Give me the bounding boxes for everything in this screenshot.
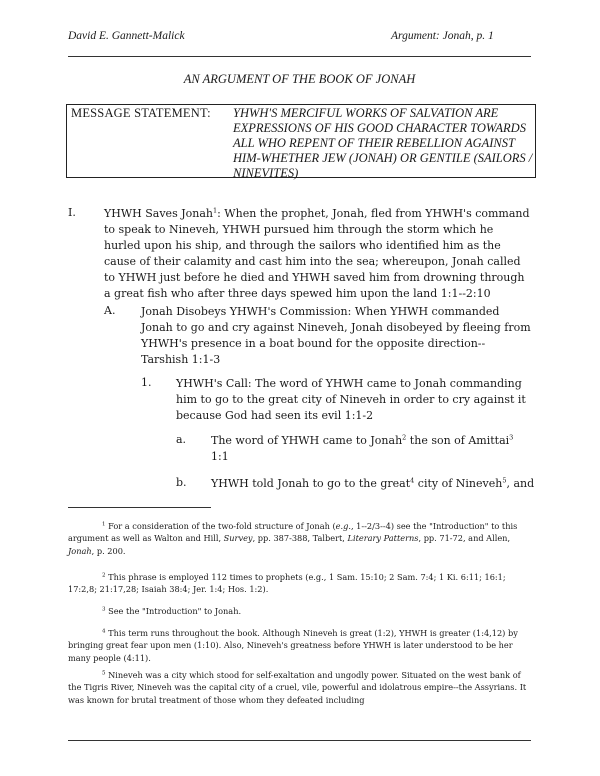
footnote-ref-3: 3 (509, 433, 514, 442)
footnote-2-text: This phrase is employed 112 times to prophets (e.g., 1 Sam. 15:10; 2 Sam. 7:4; 1 Ki. 6:11; 16:1; 17:2,8; 21:17,28; Isaiah 38:4; Jer. 1:4; Hos. 1:2). (68, 572, 506, 595)
footnote-1-text-a: For a consideration of the two-fold structure of Jonah ( (105, 521, 336, 531)
footnote-4-number: 4 (102, 628, 106, 635)
outline-a-text-2: the son of Amittai (406, 434, 510, 447)
footnote-1-text-e: , p. 200. (91, 545, 126, 556)
outline-point-1: YHWH's Call: The word of YHWH came to Jonah commanding him to go to the great city of Nineveh in order to cry against it because God had seen its evil 1:1-2 (176, 377, 526, 422)
outline-number-a: a. (176, 433, 187, 446)
outline-point-b (211, 476, 541, 492)
footnote-5 (68, 669, 531, 706)
outline-point-A: Jonah Disobeys YHWH's Commission: When YHWH commanded Jonah to go and cry against Nineveh, Jonah disobeyed by fleeing from YHWH's presence in a boat bound for the opposite direction--Tarshish 1:1-3 (141, 305, 531, 366)
footnote-ref-4: 4 (410, 476, 415, 485)
message-statement-label: MESSAGE STATEMENT: (71, 106, 211, 120)
footnote-1 (68, 520, 531, 557)
outline-b-text-1: YHWH told Jonah to go to the great (211, 477, 411, 490)
footnote-3 (68, 605, 531, 617)
footnote-1-text-c: , pp. 387-388, Talbert, (252, 533, 348, 544)
outline-b-text-3: , and (506, 477, 535, 490)
outline-number-I: I. (68, 206, 76, 219)
footnote-ref-5: 5 (502, 476, 507, 485)
outline-b-text-2: city of Nineveh (414, 477, 503, 490)
footnote-2-number: 2 (102, 572, 106, 579)
footnote-5-text: Nineveh was a city which stood for self-exaltation and ungodly power. Situated on the west bank of the Tigris River, Nineveh was the capital city of a cruel, vile, powerful and idolatrous empire--the Assyrians. It was known for brutal treatment of those whom they defeated including (68, 670, 527, 705)
footnote-1-text-b: , 1--2/3--4) see the "Introduction" to this argument as well as Walton and Hill, (68, 521, 518, 544)
footnote-ref-2: 2 (402, 433, 407, 442)
header-rule (68, 56, 531, 57)
footnote-1-text-d: , pp. 71-72, and Allen, (418, 533, 511, 544)
message-statement-box (66, 104, 536, 178)
footnote-4-text: This term runs throughout the book. Although Nineveh is great (1:2), YHWH is greater (1:4,12) by bringing great fear upon men (1:10). Also, Nineveh's greatness before YHWH is later understood to be her many people (4:11). (68, 628, 518, 663)
outline-point-a (211, 433, 532, 465)
document-title: AN ARGUMENT OF THE BOOK OF JONAH (183, 72, 416, 86)
footnote-3-number: 3 (102, 606, 106, 613)
footnote-3-text: See the "Introduction" to Jonah. (105, 606, 242, 616)
outline-a-text-3: 1:1 (211, 450, 229, 463)
outline-number-A: A. (104, 304, 116, 317)
outline-number-1: 1. (141, 376, 152, 389)
footnote-5-number: 5 (102, 670, 106, 677)
footer-rule (68, 740, 531, 741)
footnote-ref-1: 1 (212, 206, 218, 215)
footnote-1-number: 1 (102, 521, 106, 528)
outline-a-text-1: The word of YHWH came to Jonah (211, 434, 403, 447)
footnote-2 (68, 571, 531, 596)
message-statement-text: YHWH'S MERCIFUL WORKS OF SALVATION ARE EXPRESSIONS OF HIS GOOD CHARACTER TOWARDS ALL WHO REPENT OF THEIR REBELLION AGAINST HIM-WHETHER JEW (JONAH) OR GENTILE (SAILORS / NINEVITES) (233, 106, 533, 180)
footnote-4 (68, 627, 531, 664)
outline-point-I (104, 206, 532, 302)
outline-I-heading: YHWH Saves Jonah (104, 207, 213, 220)
footnote-1-eg: e.g. (335, 521, 351, 531)
footnote-1-jonah: Jonah (68, 545, 92, 556)
footnote-separator (68, 507, 211, 508)
footnote-1-literary-patterns: Literary Patterns (347, 533, 419, 544)
outline-number-b: b. (176, 476, 187, 489)
running-header-author: David E. Gannett-Malick (68, 30, 185, 42)
footnote-1-survey: Survey (223, 533, 253, 544)
running-header-page: Argument: Jonah, p. 1 (391, 30, 494, 42)
outline-I-text: : When the prophet, Jonah, fled from YHWH's command to speak to Nineveh, YHWH pursued him through the storm which he hurled upon his ship, and through the sailors who identified him as the cause of their calamity and cast him into the sea; whereupon, Jonah called to YHWH just before he died and YHWH saved him from drowning through a great fish who after three days spewed him upon the land 1:1--2:10 (104, 207, 530, 300)
